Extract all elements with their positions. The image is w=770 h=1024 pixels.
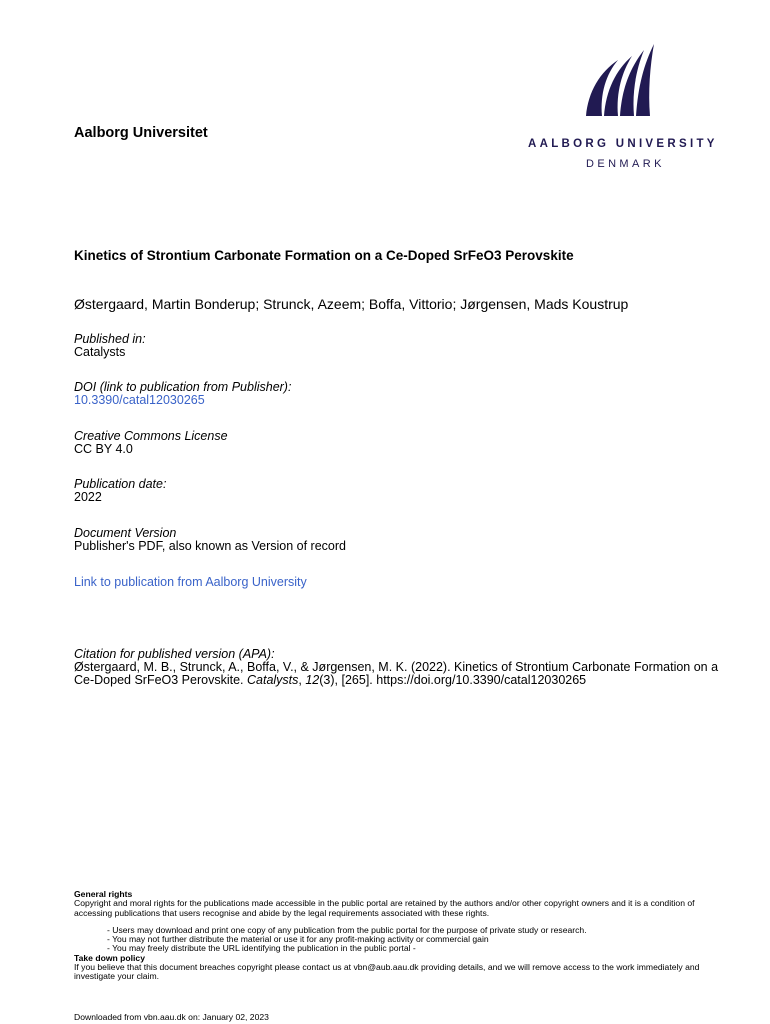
published-in-value: Catalysts [74,344,126,359]
general-rights-heading: General rights [74,889,133,899]
license-field [74,430,228,455]
paper-title: Kinetics of Strontium Carbonate Formation on a Ce-Doped SrFeO3 Perovskite [74,248,574,263]
portal-link[interactable]: Link to publication from Aalborg University [74,575,307,589]
aau-wave-logo-icon [584,42,656,116]
license-label: Creative Commons License [74,429,228,443]
rights-item: - Users may download and print one copy of any publication from the public portal for the purpose of private study or research. [107,924,587,935]
logo-university-name: AALBORG UNIVERSITY [528,138,718,150]
doi-link[interactable]: 10.3390/catal12030265 [74,392,205,407]
citation-issue-doi: (3), [265]. https://doi.org/10.3390/catal12030265 [319,673,587,687]
download-notice: Downloaded from vbn.aau.dk on: January 02, 2023 [74,1012,269,1022]
document-version-label: Document Version [74,526,177,540]
takedown-text: If you believe that this document breaches copyright please contact us at vbn@aub.aau.dk providing details, and we will remove access to the work immediately and investigate your claim. [74,962,700,982]
rights-item: - You may not further distribute the material or use it for any profit-making activity or commercial gain [107,934,489,945]
citation-separator: , [298,673,306,687]
license-value: CC BY 4.0 [74,441,133,456]
citation-block [74,648,734,687]
rights-item: - You may freely distribute the URL identifying the publication in the public portal - [107,943,416,954]
rights-list [74,926,724,954]
publication-date-value: 2022 [74,489,102,504]
citation-journal: Catalysts [247,673,299,687]
publication-date-field [74,478,166,503]
author-list: Østergaard, Martin Bonderup; Strunck, Azeem; Boffa, Vittorio; Jørgensen, Mads Koustrup [74,296,629,312]
document-version-value: Publisher's PDF, also known as Version of record [74,538,346,553]
citation-volume: 12 [305,673,320,687]
published-in-field [74,333,146,358]
takedown-heading: Take down policy [74,952,145,963]
institution-header: Aalborg Universitet [74,125,208,141]
citation-label: Citation for published version (APA): [74,647,275,661]
rights-notice [74,890,724,982]
doi-field [74,381,291,406]
document-version-field [74,527,346,552]
citation-text [74,660,718,687]
publication-date-label: Publication date: [74,477,167,491]
doi-label: DOI (link to publication from Publisher): [74,380,292,394]
citation-authors-title: Østergaard, M. B., Strunck, A., Boffa, V., & Jørgensen, M. K. (2022). Kinetics of Strontium Carbonate Formation on a Ce-Doped SrFeO3 Perovskite. [74,660,719,687]
published-in-label: Published in: [74,332,146,346]
aau-logo [528,42,728,177]
logo-country: DENMARK [586,158,665,170]
general-rights-text: Copyright and moral rights for the publications made accessible in the public portal are retained by the authors and/or other copyright owners and it is a condition of accessing publications that users recognise and abide by the legal requirements associated with these rights. [74,898,695,918]
